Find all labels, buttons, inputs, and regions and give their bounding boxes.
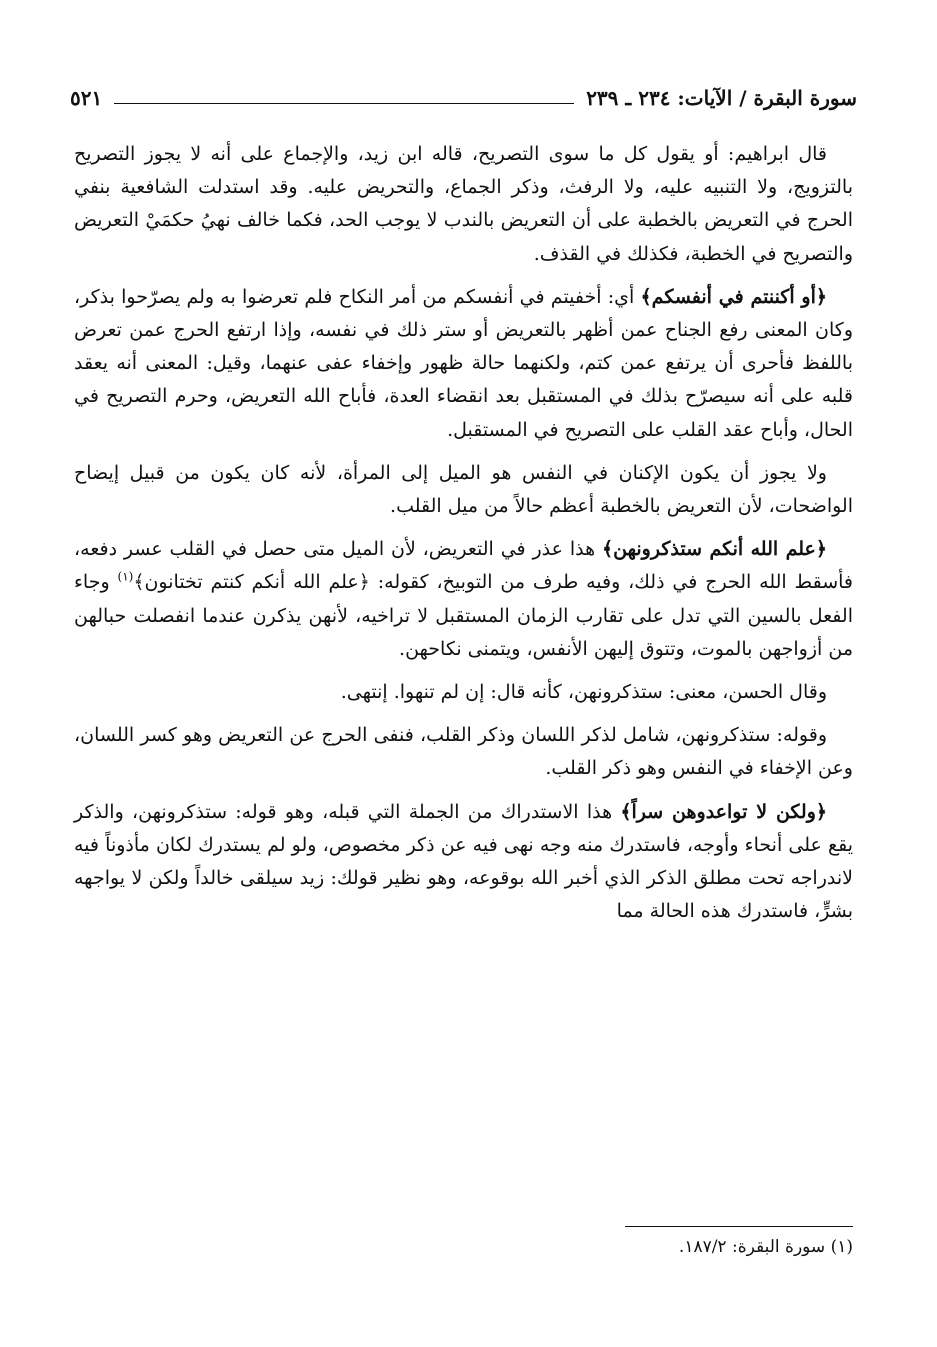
- paragraph-5: وقال الحسن، معنى: ستذكرونهن، كأنه قال: إن لم تنهوا. إنتهى.: [340, 681, 827, 704]
- footnote-reference: (١): [117, 570, 134, 585]
- paragraph-3: ولا يجوز أن يكون الإكنان في النفس هو الميل إلى المرأة، لأنه كان يكون من قبيل إيضاح الواضحات، لأن التعريض بالخطبة أعظم حالاً من ميل القلب.: [74, 461, 853, 518]
- running-header: [70, 78, 857, 110]
- paragraph-text: أي: أخفيتم في أنفسكم من أمر النكاح فلم تعرضوا به ولم يصرّحوا بذكر، وكان المعنى رفع الجناح عمن أظهر بالتعريض أو ستر ذلك في نفسه، وإذا ارتفع الحرج عمن تعرض باللفظ فأحرى أن يرتفع عمن كتم، ولكنهما حالة ظهور وإخفاء عفى عنهما، وقيل: المعنى أنه يعقد قلبه على أنه سيصرّح بذلك في المستقبل بعد انقضاء العدة، فأباح الله التعريض، وحرم التصريح في الحال، وأباح عقد القلب على التصريح في المستقبل.: [74, 285, 853, 441]
- quran-quote: ﴿أو أكننتم في أنفسكم﴾: [640, 285, 828, 308]
- paragraph-4: [74, 533, 853, 666]
- main-text: [74, 138, 853, 938]
- paragraph-text: هذا عذر في التعريض، لأن الميل متى حصل في القلب عسر دفعه، فأسقط الله الحرج في ذلك، وفيه طرف من التوبيخ، كقوله:: [74, 538, 853, 594]
- paragraph-1: قال ابراهيم: أو يقول كل ما سوى التصريح، قاله ابن زيد، والإجماع على أنه لا يجوز التصريح بالتزويج، ولا التنبيه عليه، ولا الرفث، وذكر الجماع، والتحريض عليه. وقد استدلت الشافعية بنفي الحرج في التعريض بالخطبة على أن التعريض بالندب لا يوجب الحد، فكما خالف نهيُ حكمَيْ التعريض والتصريح في الخطبة، فكذلك في القذف.: [74, 143, 853, 265]
- page-number: ٥٢١: [70, 86, 103, 110]
- paragraph-7: [74, 796, 853, 929]
- surah-title: سورة البقرة / الآيات: ٢٣٤ ـ ٢٣٩: [586, 86, 857, 110]
- footnote-rule: [625, 1226, 853, 1227]
- paragraph-6: وقوله: ستذكرونهن، شامل لذكر اللسان وذكر القلب، فنفى الحرج عن التعريض وهو كسر اللسان، وعن الإخفاء في النفس وهو ذكر القلب.: [74, 724, 853, 780]
- header-rule: [114, 103, 574, 104]
- quran-quote-inline: ﴿علم الله أنكم كنتم تختانون﴾: [133, 571, 370, 594]
- quran-quote: ﴿ولكن لا تواعدوهن سراً﴾: [620, 800, 827, 823]
- paragraph-2: [74, 281, 853, 447]
- quran-quote: ﴿علم الله أنكم ستذكرونهن﴾: [602, 538, 827, 561]
- paragraph-text: هذا الاستدراك من الجملة التي قبله، وهو قوله: ستذكرونهن، والذكر يقع على أنحاء وأوجه، فاستدرك منه وجه نهى فيه عن ذكر مخصوص، ولو لم يستدرك لكان مأذوناً فيه لاندراجه تحت مطلق الذكر الذي أخبر الله بوقوعه، وهو نظير قولك: زيد سيلقى خالداً ولكن لا يواجهه بشرٍّ، فاستدرك هذه الحالة مما: [74, 800, 853, 923]
- footnote: (١) سورة البقرة: ١٨٧/٢.: [678, 1237, 853, 1257]
- paragraph-text: وجاء الفعل بالسين التي تدل على تقارب الزمان المستقبل لا تراخيه، لأنهن يذكرن عندما انفصلت حبالهن من أزواجهن بالموت، وتتوق إليهن الأنفس، ويتمنى نكاحهن.: [74, 571, 853, 660]
